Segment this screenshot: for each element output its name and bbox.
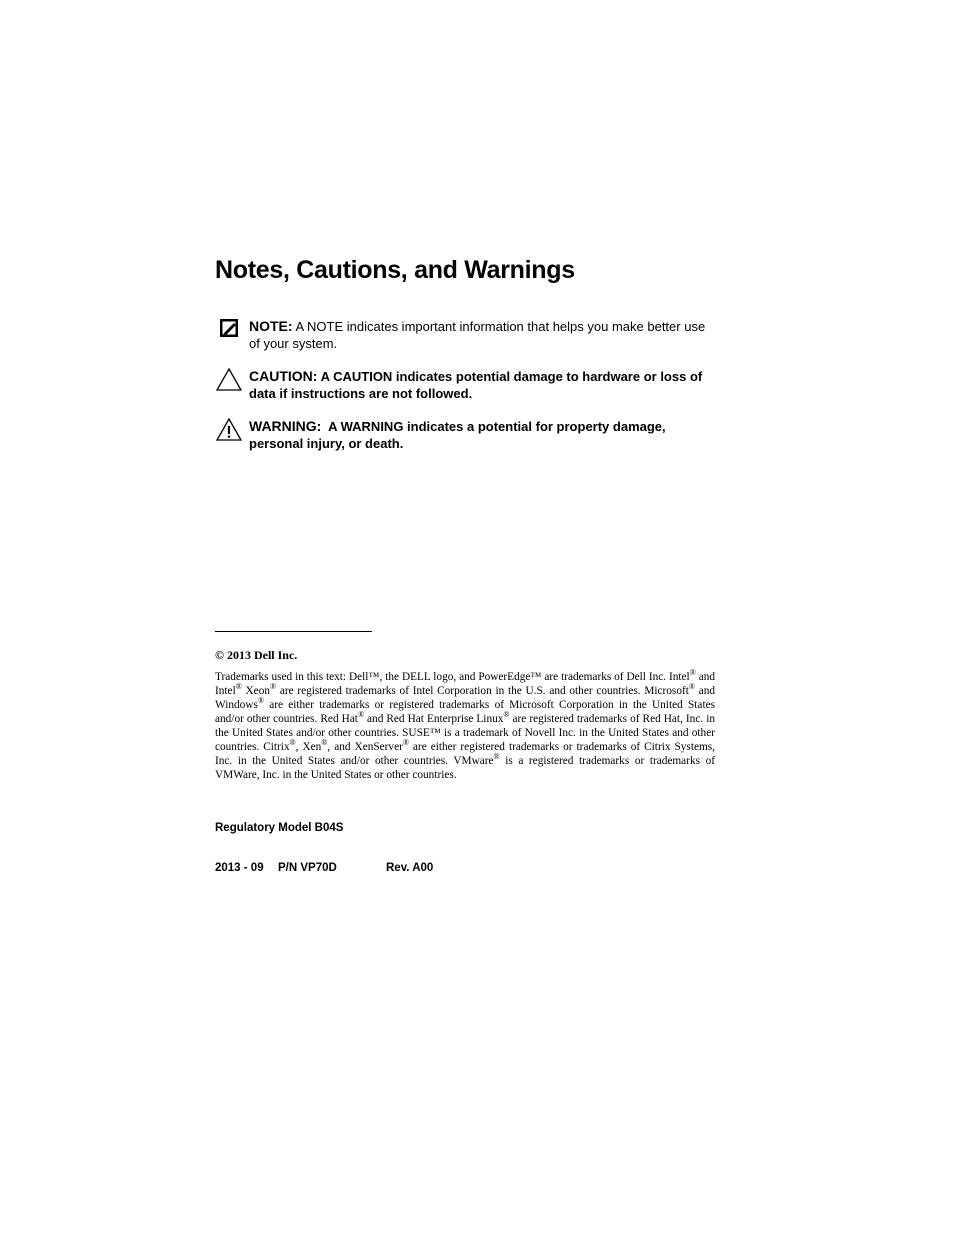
note-pencil-icon (215, 318, 243, 342)
reg-mark: ® (270, 682, 277, 692)
reg-mark: ® (503, 710, 510, 720)
caution-text: A CAUTION indicates potential damage to hardware or loss of data if instructions are not followed. (249, 369, 703, 401)
note-label: NOTE: (249, 318, 293, 334)
footnote-rule (215, 631, 372, 632)
caution-label: CAUTION: (249, 368, 318, 384)
caution-triangle-icon (215, 368, 243, 392)
tm-5: and Windows (215, 685, 716, 711)
date-code: 2013 - 09 (215, 862, 264, 874)
warning-label: WARNING: (249, 418, 322, 434)
reg-mark: ® (493, 752, 500, 762)
note-text: A NOTE indicates important information that helps you make better use of your system. (249, 319, 706, 351)
tm-12: is a registered trademarks or trademarks of VMWare, Inc. in the United States or other countries. (215, 755, 716, 781)
tm-9: , Xen (295, 741, 322, 753)
tm-10: , and XenServer (327, 741, 403, 753)
tm-4: are registered trademarks of Intel Corporation in the U.S. and other countries. Microsoft (276, 685, 689, 697)
reg-mark: ® (257, 696, 264, 706)
warning-exclamation-triangle-icon (215, 418, 243, 442)
tm-11: are either registered trademarks or trademarks of Citrix Systems, Inc. in the United States and/or other countries. VMware (215, 741, 715, 767)
page-title: Notes, Cautions, and Warnings (215, 256, 575, 284)
reg-mark: ® (402, 738, 409, 748)
reg-mark: ® (289, 738, 296, 748)
revision: Rev. A00 (386, 862, 434, 874)
tm-1: Trademarks used in this text: Dell™, the DELL logo, and PowerEdge™ are trademarks of Dell Inc. Intel (215, 671, 690, 683)
reg-mark: ® (689, 668, 696, 678)
regulatory-model: Regulatory Model B04S (215, 822, 344, 834)
trademarks-text (215, 670, 715, 782)
tm-2: and Intel (215, 671, 715, 697)
reg-mark: ® (357, 710, 365, 720)
warning-text: A WARNING indicates a potential for property damage, personal injury, or death. (249, 419, 666, 451)
tm-8: are registered trademarks of Red Hat, Inc. in the United States and/or other countries. SUSE™ is a trademark of Novell Inc. in the United States and other countries. Citrix (215, 713, 715, 753)
reg-mark: ® (235, 682, 242, 692)
part-number: P/N VP70D (278, 862, 337, 874)
reg-mark: ® (321, 738, 328, 748)
copyright: © 2013 Dell Inc. (215, 648, 298, 662)
tm-7: and Red Hat Enterprise Linux (364, 713, 504, 725)
tm-3: Xeon (241, 685, 270, 697)
reg-mark: ® (688, 682, 695, 692)
tm-6: are either trademarks or registered trademarks of Microsoft Corporation in the United States and/or other countries. Red Hat (215, 699, 715, 725)
